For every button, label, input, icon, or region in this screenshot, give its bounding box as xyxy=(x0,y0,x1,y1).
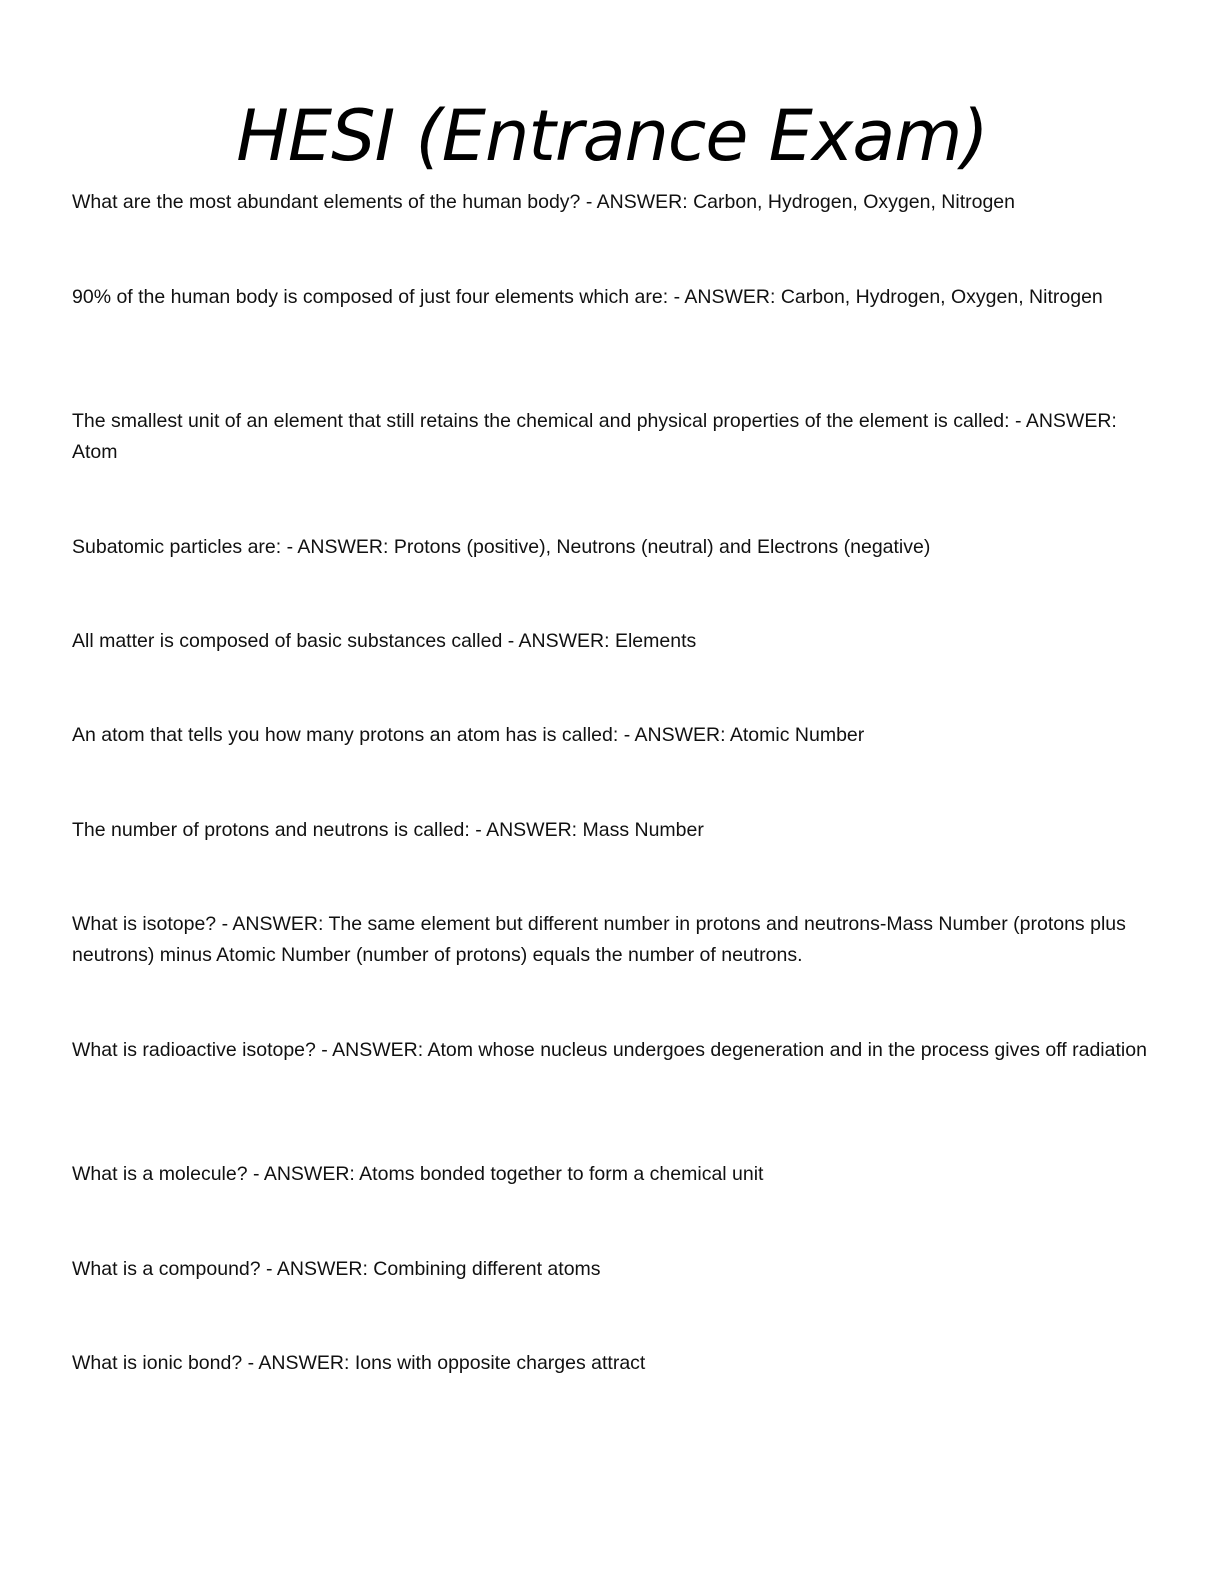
qa-item: What are the most abundant elements of the human body? - ANSWER: Carbon, Hydrogen, Oxygen, Nitrogen xyxy=(72,191,1015,213)
qa-item: What is a compound? - ANSWER: Combining different atoms xyxy=(72,1258,601,1280)
qa-item: What is isotope? - ANSWER: The same element but different number in protons and neutrons-Mass Number (protons plus neutrons) minus Atomic Number (number of protons) equals the number of neutrons. xyxy=(72,913,1126,966)
qa-item: 90% of the human body is composed of just four elements which are: - ANSWER: Carbon, Hydrogen, Oxygen, Nitrogen xyxy=(72,286,1103,308)
qa-item: The smallest unit of an element that still retains the chemical and physical properties of the element is called: - ANSWER: Atom xyxy=(72,410,1117,463)
document-title: HESI (Entrance Exam) xyxy=(236,95,988,177)
qa-item: What is ionic bond? - ANSWER: Ions with opposite charges attract xyxy=(72,1352,646,1374)
qa-item: What is radioactive isotope? - ANSWER: Atom whose nucleus undergoes degeneration and in the process gives off radiation xyxy=(72,1039,1147,1061)
qa-item: All matter is composed of basic substances called - ANSWER: Elements xyxy=(72,630,697,652)
qa-item: Subatomic particles are: - ANSWER: Protons (positive), Neutrons (neutral) and Electrons (negative) xyxy=(72,536,931,558)
qa-item: An atom that tells you how many protons an atom has is called: - ANSWER: Atomic Number xyxy=(72,724,865,746)
qa-item: What is a molecule? - ANSWER: Atoms bonded together to form a chemical unit xyxy=(72,1163,764,1185)
qa-item: The number of protons and neutrons is called: - ANSWER: Mass Number xyxy=(72,819,704,841)
